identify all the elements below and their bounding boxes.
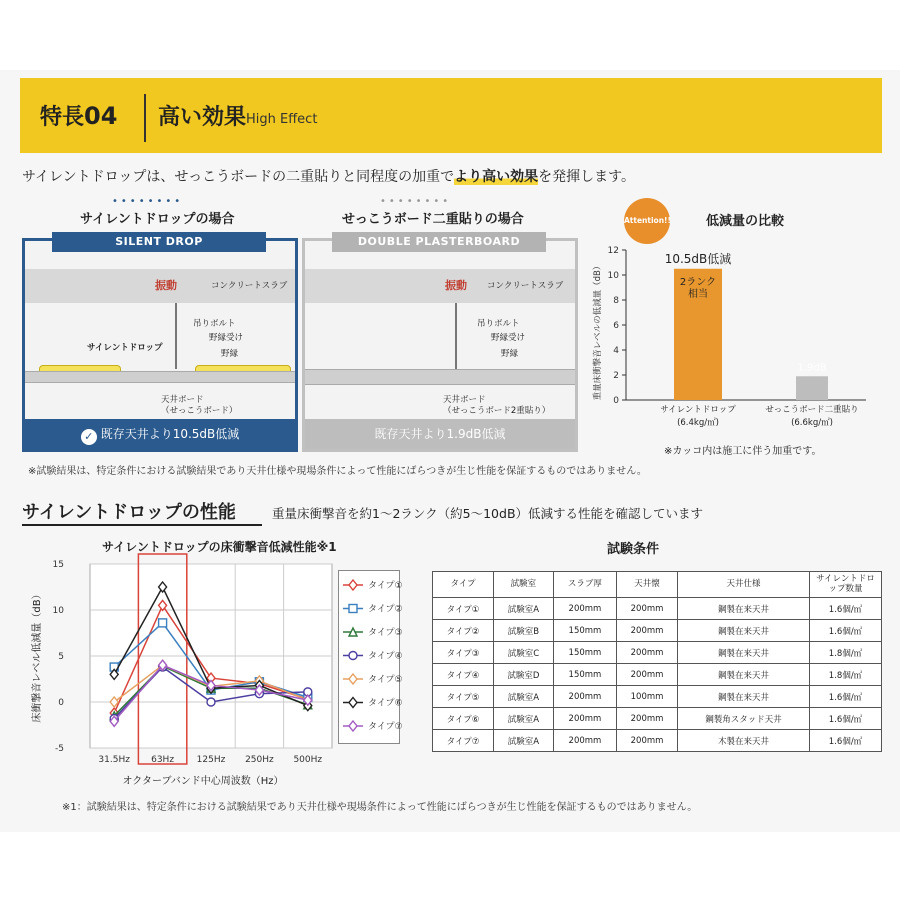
hanging-bolt (175, 303, 177, 369)
table-row (433, 620, 882, 642)
bar-category-note: (6.6kg/㎡) (791, 418, 833, 428)
table-cell: 1.8個/㎡ (810, 642, 882, 664)
reduction-bar-chart (586, 238, 886, 458)
legend-label: タイプ⑥ (368, 698, 403, 709)
y-tick-label: 10 (52, 606, 64, 616)
bar-category-label: サイレントドロップ (660, 405, 736, 415)
table-row (433, 598, 882, 620)
table-cell: タイプ④ (433, 664, 494, 686)
legend-label: タイプ① (368, 581, 403, 591)
legend-marker (349, 605, 357, 613)
legend-label: タイプ③ (368, 628, 403, 638)
table-cell: タイプ③ (433, 642, 494, 664)
table-cell: 200mm (616, 620, 677, 642)
slab-label-right: コンクリートスラブ (487, 281, 564, 291)
table-cell: 試験室C (493, 642, 553, 664)
chart-legend (338, 570, 403, 744)
banner-divider (144, 94, 146, 142)
left-result-band: ✓ 既存天井より10.5dB低減 (25, 419, 295, 449)
y-tick-label: 8 (613, 296, 619, 306)
table-cell: タイプ⑤ (433, 686, 494, 708)
table-cell: 1.6個/㎡ (810, 730, 882, 752)
drop-label: サイレントドロップ (87, 343, 163, 353)
y-tick-label: -5 (55, 744, 64, 754)
y-tick-label: 6 (613, 321, 619, 331)
table-cell: 150mm (553, 642, 616, 664)
table-cell: 1.8個/㎡ (810, 664, 882, 686)
table-cell: タイプ② (433, 620, 494, 642)
feature-banner (20, 78, 882, 153)
performance-underline (22, 524, 262, 526)
bar-value-label: 10.5dB低減 (664, 251, 732, 266)
feature-subtitle: High Effect (246, 112, 318, 127)
conditions-body (433, 598, 882, 752)
vibration-label: 振動 (155, 279, 177, 292)
right-result-band: 既存天井より1.9dB低減 (305, 419, 575, 449)
ceiling-board (25, 371, 295, 383)
table-cell: 試験室A (493, 708, 553, 730)
table-cell: 1.6個/㎡ (810, 708, 882, 730)
table-row (433, 642, 882, 664)
legend-label: タイプ② (368, 604, 403, 615)
conditions-table (432, 571, 882, 752)
silent-drop-diagram (22, 238, 298, 452)
table-cell: 鋼製在来天井 (678, 686, 810, 708)
table-cell: 200mm (616, 708, 677, 730)
legend-marker (349, 580, 357, 590)
receiver-label-right: 野縁受け (491, 333, 526, 343)
th-slab: スラブ厚 (553, 572, 616, 598)
performance-subtitle: 重量床衝撃音を約1〜2ランク（約5〜10dB）低減する性能を確認しています (272, 506, 704, 521)
reduction-note: ※カッコ内は施工に伴う加重です。 (664, 446, 822, 457)
table-cell: タイプ⑥ (433, 708, 494, 730)
legend-marker (349, 652, 357, 660)
legend-label: タイプ⑤ (368, 675, 403, 685)
reduction-title: 低減量の比較 (706, 214, 785, 229)
table-cell: 鋼製在来天井 (678, 642, 810, 664)
right-dots: •••••••• (380, 196, 452, 207)
th-qty: サイレントドロップ数量 (810, 572, 882, 598)
left-heading: サイレントドロップの場合 (80, 212, 235, 227)
bar-value-label: 1.9dB (797, 362, 827, 374)
table-cell: 100mm (616, 686, 677, 708)
table-row (433, 730, 882, 752)
bar-category-note: (6.4kg/㎡) (677, 418, 719, 428)
x-axis-label: オクターブバンド中心周波数（Hz） (122, 776, 284, 787)
feature-section (0, 70, 900, 832)
y-tick-label: 0 (613, 396, 619, 406)
perf-chart-title: サイレントドロップの床衝撃音低減性能※1 (102, 540, 337, 554)
x-tick-label: 63Hz (151, 755, 175, 765)
x-tick-label: 250Hz (245, 755, 274, 765)
legend-label: タイプ⑦ (368, 722, 403, 732)
feature-title: 高い効果 (158, 105, 247, 130)
board-label-right: 天井ボード （せっこうボード2重貼り） (443, 395, 551, 416)
th-depth: 天井懐 (616, 572, 677, 598)
silent-drop-pill: SILENT DROP (52, 232, 266, 252)
x-tick-label: 31.5Hz (98, 755, 130, 765)
th-type: タイプ (433, 572, 494, 598)
y-tick-label: 5 (58, 652, 64, 662)
table-cell: 鋼製角スタッド天井 (678, 708, 810, 730)
check-circle-icon: ✓ (81, 429, 97, 445)
table-cell: タイプ① (433, 598, 494, 620)
legend-markers (339, 571, 403, 743)
y-tick-label: 0 (58, 698, 64, 708)
conditions-title: 試験条件 (607, 542, 660, 557)
furring-label: 野縁 (221, 349, 239, 359)
legend-label: タイプ④ (368, 651, 403, 662)
data-point (207, 698, 215, 706)
right-heading: せっこうボード二重貼りの場合 (342, 212, 524, 227)
th-spec: 天井仕様 (678, 572, 810, 598)
table-cell: 1.6個/㎡ (810, 686, 882, 708)
table-cell: 200mm (553, 730, 616, 752)
table-cell: 200mm (616, 664, 677, 686)
y-tick-label: 4 (613, 346, 619, 356)
bolt-label: 吊りボルト (193, 319, 236, 329)
y-tick-label: 12 (607, 246, 619, 256)
double-ceiling-board (305, 369, 575, 385)
slab-label: コンクリートスラブ (211, 281, 288, 291)
y-axis-label: 床衝撃音レベル低減量（dB） (32, 589, 43, 723)
table-cell: 鋼製在来天井 (678, 598, 810, 620)
receiver-label: 野縁受け (209, 333, 244, 343)
vibration-label-right: 振動 (445, 279, 467, 292)
left-dots: •••••••• (112, 196, 184, 207)
table-cell: タイプ⑦ (433, 730, 494, 752)
table-cell: 150mm (553, 664, 616, 686)
table-row (433, 708, 882, 730)
table-cell: 200mm (553, 686, 616, 708)
footnote-bottom: ※1：試験結果は、特定条件における試験結果であり天井仕様や現場条件によって性能にばらつきが生じ性能を保証するものではありません。 (62, 802, 698, 813)
table-cell: 試験室D (493, 664, 553, 686)
table-cell: 試験室B (493, 620, 553, 642)
bar-inner-label-1: 2ランク (679, 276, 717, 288)
legend-marker (349, 674, 357, 684)
table-cell: 試験室A (493, 598, 553, 620)
feature-number: 特長04 (40, 102, 118, 130)
y-tick-label: 15 (52, 560, 64, 570)
bar-1 (796, 376, 828, 400)
table-cell: 試験室A (493, 730, 553, 752)
board-label: 天井ボード （せっこうボード） (161, 395, 238, 416)
table-row (433, 664, 882, 686)
bar-category-label: せっこうボード二重貼り (765, 405, 859, 415)
table-cell: 木製在来天井 (678, 730, 810, 752)
table-cell: 試験室A (493, 686, 553, 708)
y-tick-label: 10 (607, 271, 619, 281)
legend-marker (349, 721, 357, 731)
table-cell: 鋼製在来天井 (678, 620, 810, 642)
table-cell: 1.6個/㎡ (810, 598, 882, 620)
bolt-label-right: 吊りボルト (477, 319, 520, 329)
attention-badge: Attention!! (624, 198, 670, 244)
table-cell: 150mm (553, 620, 616, 642)
table-cell: 200mm (616, 730, 677, 752)
performance-line-chart (20, 558, 336, 798)
table-row (433, 686, 882, 708)
table-cell: 鋼製在来天井 (678, 664, 810, 686)
x-tick-label: 500Hz (293, 755, 323, 765)
y-axis-label: 重量床衝撃音レベルの低減量（dB） (593, 261, 603, 401)
intro-highlight: より高い効果 (454, 169, 539, 185)
x-tick-label: 125Hz (196, 755, 226, 765)
furring-label-right: 野縁 (501, 349, 519, 359)
data-point (159, 619, 167, 627)
table-header-row (433, 572, 882, 598)
table-cell: 200mm (616, 598, 677, 620)
y-tick-label: 2 (613, 371, 619, 381)
table-cell: 200mm (616, 642, 677, 664)
legend-marker (349, 698, 357, 708)
bar-inner-label-2: 相当 (688, 288, 708, 300)
table-cell: 200mm (553, 598, 616, 620)
table-cell: 200mm (553, 708, 616, 730)
th-room: 試験室 (493, 572, 553, 598)
performance-title: サイレントドロップの性能 (22, 502, 236, 523)
hanging-bolt-right (455, 303, 457, 369)
plasterboard-pill: DOUBLE PLASTERBOARD (332, 232, 546, 252)
footnote-top: ※試験結果は、特定条件における試験結果であり天井仕様や現場条件によって性能にばらつきが生じ性能を保証するものではありません。 (28, 466, 647, 477)
plasterboard-diagram (302, 238, 578, 452)
table-cell: 1.6個/㎡ (810, 620, 882, 642)
intro-text: サイレントドロップは、せっこうボードの二重貼りと同程度の加重でより高い効果を発揮します。 (22, 169, 635, 185)
